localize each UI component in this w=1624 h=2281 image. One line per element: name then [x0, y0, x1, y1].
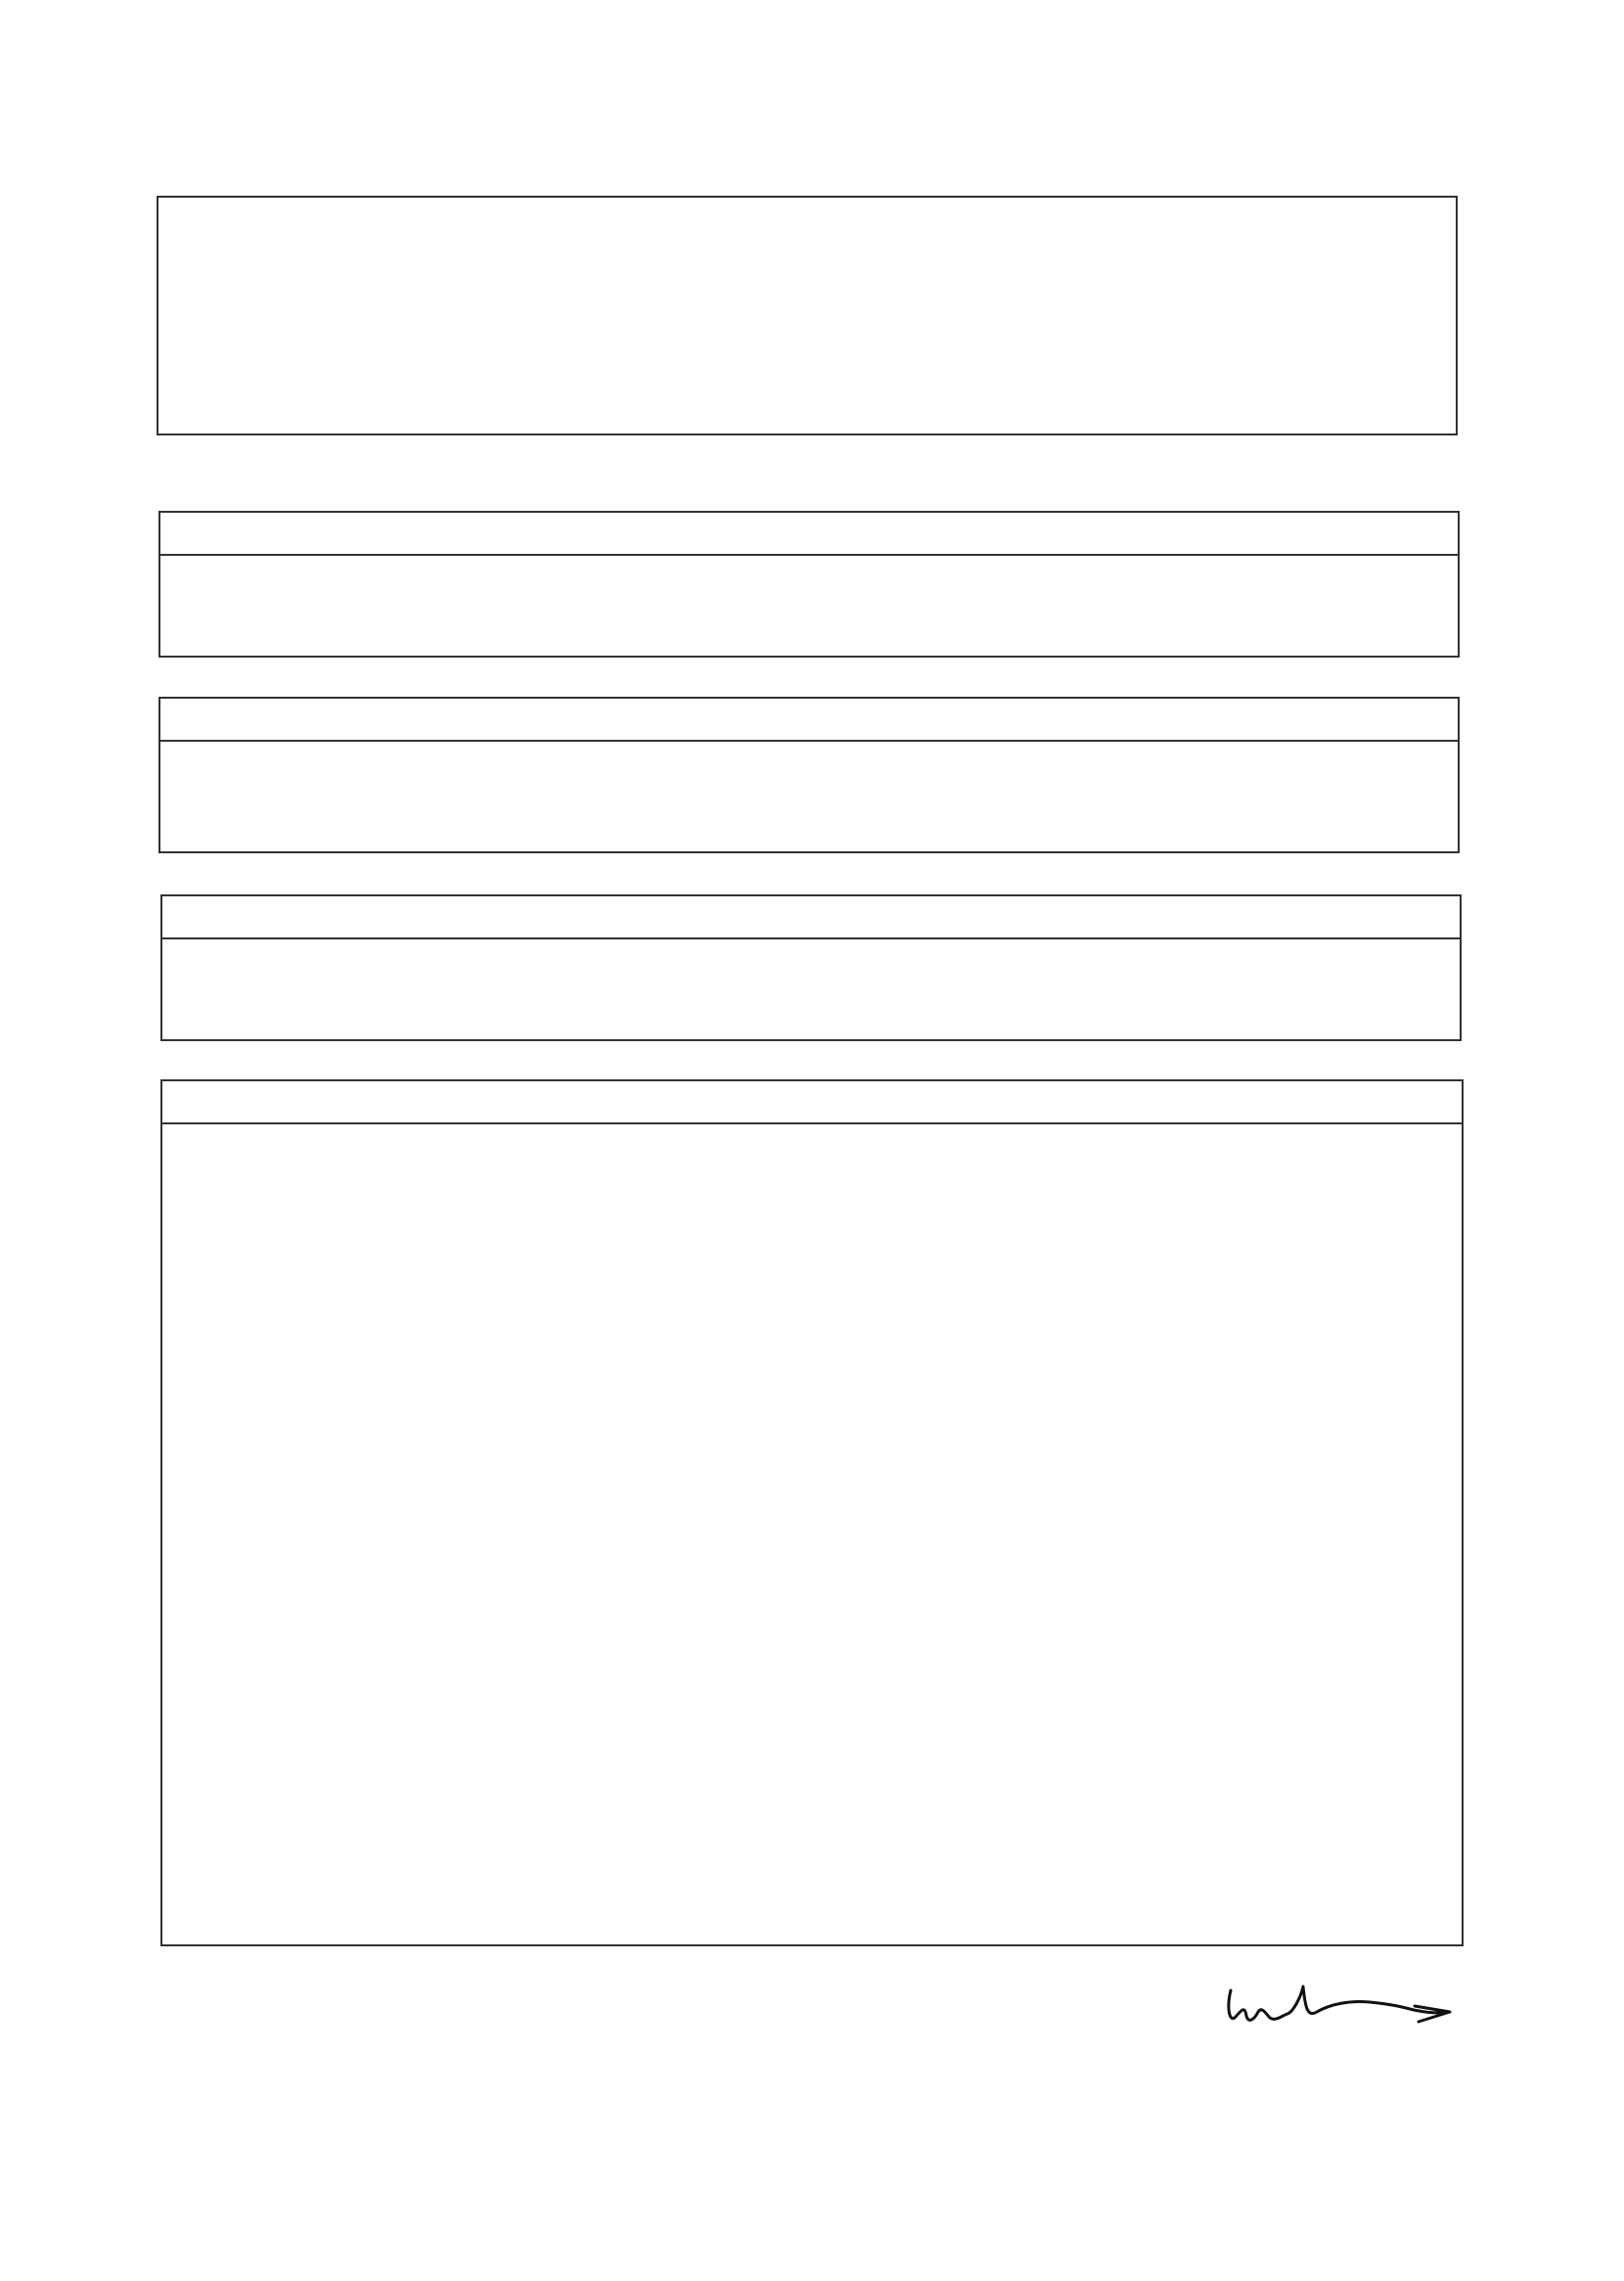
- section-title: [160, 699, 1458, 742]
- section-title: [162, 1081, 1462, 1124]
- top-roll-block: [157, 196, 1458, 435]
- section-simulator: [158, 697, 1460, 853]
- section-orthopedics: [160, 894, 1462, 1041]
- section-subtitle: [160, 742, 1458, 777]
- signature: [1223, 1977, 1458, 2040]
- section-title: [162, 896, 1460, 939]
- section-subtitle: [162, 939, 1460, 975]
- section-title: [160, 513, 1458, 556]
- section-echo: [160, 1079, 1464, 1946]
- section-perfusionist: [158, 511, 1460, 658]
- top-roll-rows: [158, 198, 1456, 200]
- section-subtitle: [160, 556, 1458, 591]
- section-subtitle: [162, 1124, 1462, 1158]
